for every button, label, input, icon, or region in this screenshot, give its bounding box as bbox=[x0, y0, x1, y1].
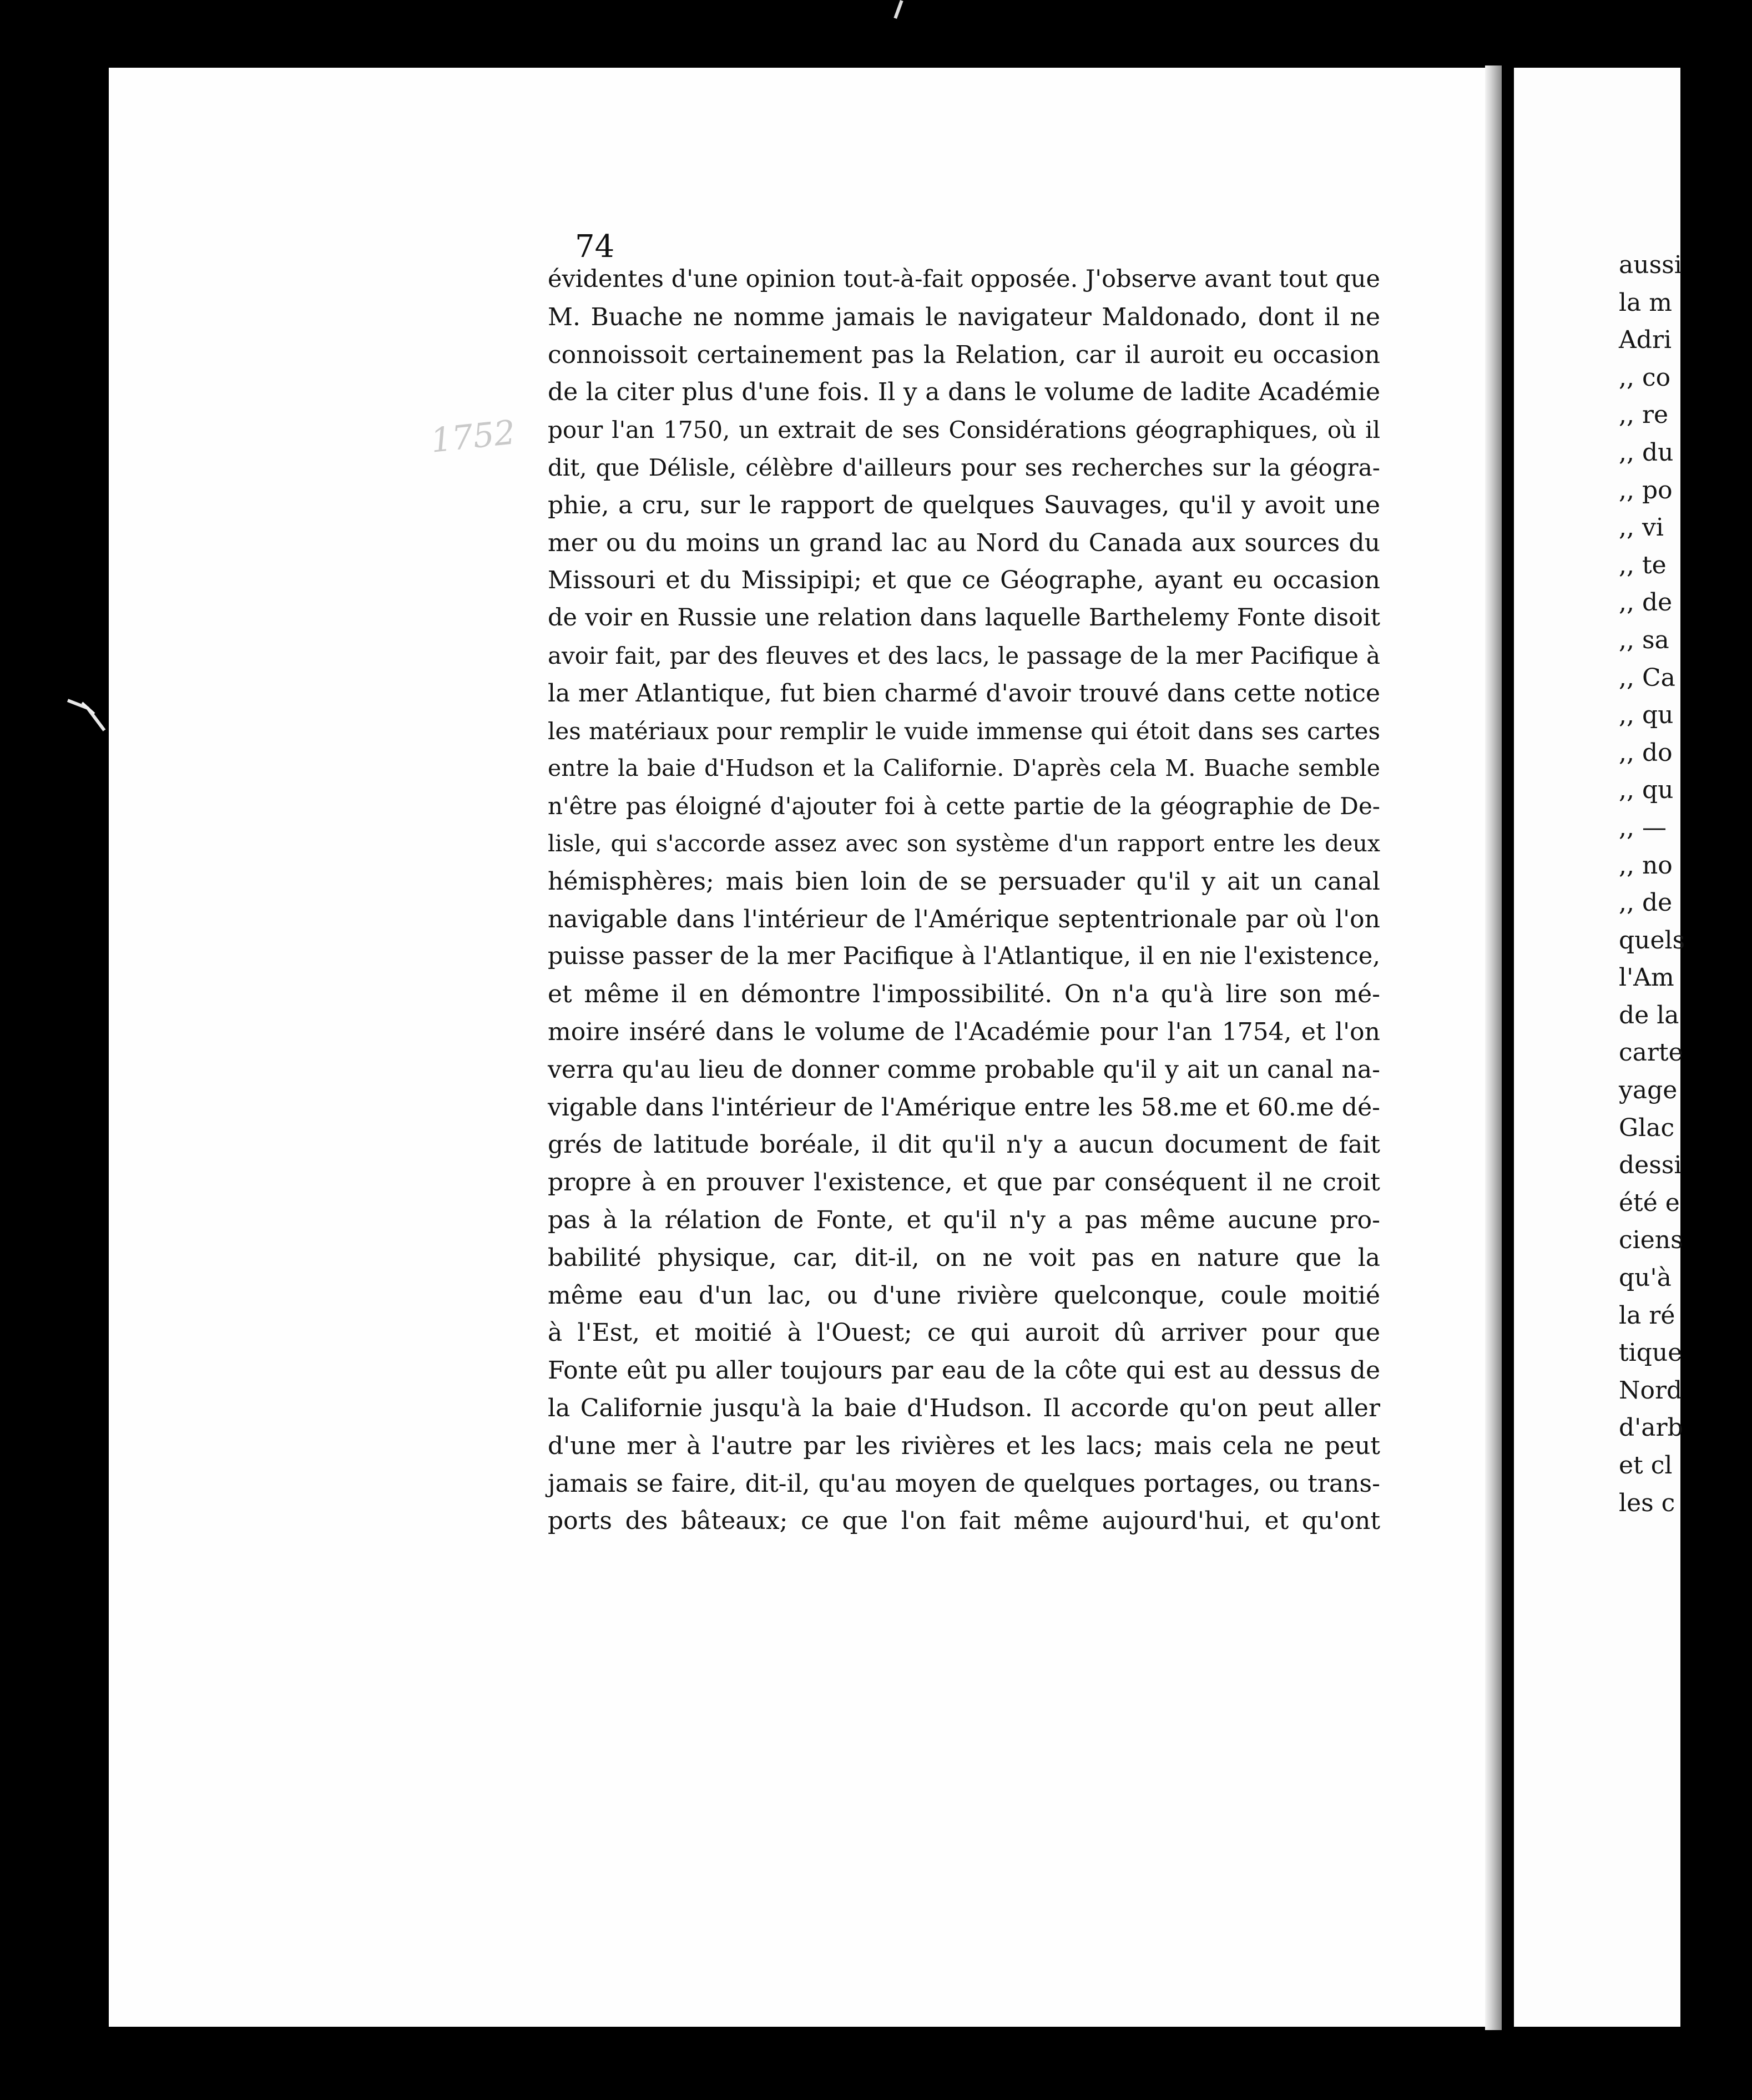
facing-page-line: yage bbox=[1619, 1076, 1678, 1105]
text-line: moire inséré dans le volume de l'Académie pour l'an 1754, et l'on bbox=[548, 1017, 1380, 1046]
facing-page-line: ,, Ca bbox=[1619, 663, 1675, 692]
text-line: et même il en démontre l'impossibilité. On n'a qu'à lire son mé- bbox=[548, 980, 1380, 1009]
facing-page-line: quels bbox=[1619, 926, 1685, 955]
facing-page-line: ,, de bbox=[1619, 588, 1673, 617]
facing-page-line: de la bbox=[1619, 1001, 1679, 1029]
text-line: jamais se faire, dit-il, qu'au moyen de quelques portages, ou trans- bbox=[548, 1469, 1380, 1498]
page-edge-shadow bbox=[1485, 65, 1502, 2030]
text-line: phie, a cru, sur le rapport de quelques Sauvages, qu'il y avoit une bbox=[548, 491, 1380, 519]
text-line: puisse passer de la mer Pacifique à l'Atlantique, il en nie l'existence, bbox=[548, 942, 1380, 971]
facing-page-line: qu'à bbox=[1619, 1264, 1672, 1293]
text-line: lisle, qui s'accorde assez avec son système d'un rapport entre les deux bbox=[548, 830, 1380, 857]
text-line: M. Buache ne nomme jamais le navigateur Maldonado, dont il ne bbox=[548, 302, 1380, 331]
facing-page-line: ,, no bbox=[1619, 851, 1673, 880]
text-line: ports des bâteaux; ce que l'on fait même aujourd'hui, et qu'ont bbox=[548, 1507, 1380, 1536]
facing-page-line: carte bbox=[1619, 1038, 1683, 1067]
text-line: entre la baie d'Hudson et la Californie. D'après cela M. Buache semble bbox=[548, 755, 1380, 782]
facing-page-line: tique bbox=[1619, 1339, 1683, 1367]
text-line: d'une mer à l'autre par les rivières et les lacs; mais cela ne peut bbox=[548, 1431, 1380, 1460]
text-line: de voir en Russie une relation dans laquelle Barthelemy Fonte disoit bbox=[548, 604, 1380, 632]
page-number: 74 bbox=[575, 229, 615, 265]
facing-page-line: ,, du bbox=[1619, 438, 1674, 467]
scan-artifact bbox=[893, 0, 903, 19]
text-line: Missouri et du Missipipi; et que ce Géographe, ayant eu occasion bbox=[548, 566, 1380, 595]
text-line: verra qu'au lieu de donner comme probable qu'il y ait un canal na- bbox=[548, 1055, 1380, 1084]
facing-page-line: Glac bbox=[1619, 1113, 1675, 1142]
facing-page-line: ,, qu bbox=[1619, 701, 1674, 730]
facing-page-line: été e bbox=[1619, 1188, 1680, 1217]
text-line: grés de latitude boréale, il dit qu'il n'y a aucun document de fait bbox=[548, 1130, 1380, 1159]
text-line: de la citer plus d'une fois. Il y a dans le volume de ladite Académie bbox=[548, 378, 1380, 407]
text-line: même eau d'un lac, ou d'une rivière quelconque, coule moitié bbox=[548, 1281, 1380, 1310]
facing-page-line: Nord bbox=[1619, 1376, 1683, 1405]
facing-page-line: l'Am bbox=[1619, 963, 1674, 992]
text-line: les matériaux pour remplir le vuide immense qui étoit dans ses cartes bbox=[548, 717, 1380, 745]
facing-page-line: ,, re bbox=[1619, 401, 1669, 430]
text-line: babilité physique, car, dit-il, on ne voit pas en nature que la bbox=[548, 1243, 1380, 1272]
facing-page-line: ,, vi bbox=[1619, 513, 1664, 542]
text-line: navigable dans l'intérieur de l'Amérique septentrionale par où l'on bbox=[548, 905, 1380, 933]
text-line: pour l'an 1750, un extrait de ses Considérations géographiques, où il bbox=[548, 416, 1380, 444]
facing-page-line: ,, — bbox=[1619, 813, 1667, 842]
facing-page-line: et cl bbox=[1619, 1451, 1673, 1480]
text-line: Fonte eût pu aller toujours par eau de la côte qui est au dessus de bbox=[548, 1356, 1380, 1385]
text-line: pas à la rélation de Fonte, et qu'il n'y a pas même aucune pro- bbox=[548, 1205, 1380, 1234]
facing-page-line: ,, sa bbox=[1619, 625, 1669, 654]
facing-page-line: ,, co bbox=[1619, 363, 1671, 392]
body-text bbox=[548, 261, 1380, 1540]
facing-page-line: d'arb bbox=[1619, 1414, 1683, 1442]
facing-page-line: ,, te bbox=[1619, 551, 1667, 579]
facing-page-line: ,, qu bbox=[1619, 776, 1674, 805]
margin-annotation: 1752 bbox=[428, 413, 517, 461]
text-line: la Californie jusqu'à la baie d'Hudson. Il accorde qu'on peut aller bbox=[548, 1394, 1380, 1422]
text-line: avoir fait, par des fleuves et des lacs, le passage de la mer Pacifique à bbox=[548, 642, 1380, 669]
facing-page-text bbox=[1619, 246, 1752, 1522]
facing-page-line: la m bbox=[1619, 288, 1673, 317]
facing-page-line: aussi bbox=[1619, 251, 1682, 279]
text-line: n'être pas éloigné d'ajouter foi à cette partie de la géographie de De- bbox=[548, 792, 1380, 820]
text-line: vigable dans l'intérieur de l'Amérique entre les 58.me et 60.me dé- bbox=[548, 1093, 1380, 1122]
facing-page-line: ,, po bbox=[1619, 476, 1673, 504]
facing-page-line: les c bbox=[1619, 1488, 1675, 1517]
facing-page-line: ,, do bbox=[1619, 738, 1673, 767]
paper-clip-mark bbox=[65, 697, 110, 733]
facing-page-line: Adri bbox=[1619, 326, 1672, 355]
facing-page-line: ,, de bbox=[1619, 889, 1673, 917]
facing-page-line: la ré bbox=[1619, 1301, 1675, 1330]
text-line: mer ou du moins un grand lac au Nord du Canada aux sources du bbox=[548, 528, 1380, 557]
text-line: évidentes d'une opinion tout-à-fait opposée. J'observe avant tout que bbox=[548, 265, 1380, 293]
text-line: à l'Est, et moitié à l'Ouest; ce qui auroit dû arriver pour que bbox=[548, 1319, 1380, 1347]
text-line: dit, que Délisle, célèbre d'ailleurs pour ses recherches sur la géogra- bbox=[548, 453, 1380, 481]
text-line: propre à en prouver l'existence, et que par conséquent il ne croit bbox=[548, 1168, 1380, 1197]
text-line: hémisphères; mais bien loin de se persuader qu'il y ait un canal bbox=[548, 867, 1380, 896]
facing-page-line: ciens bbox=[1619, 1226, 1683, 1255]
text-line: la mer Atlantique, fut bien charmé d'avoir trouvé dans cette notice bbox=[548, 679, 1380, 708]
text-line: connoissoit certainement pas la Relation, car il auroit eu occasion bbox=[548, 340, 1380, 369]
facing-page-line: dessi bbox=[1619, 1151, 1682, 1180]
